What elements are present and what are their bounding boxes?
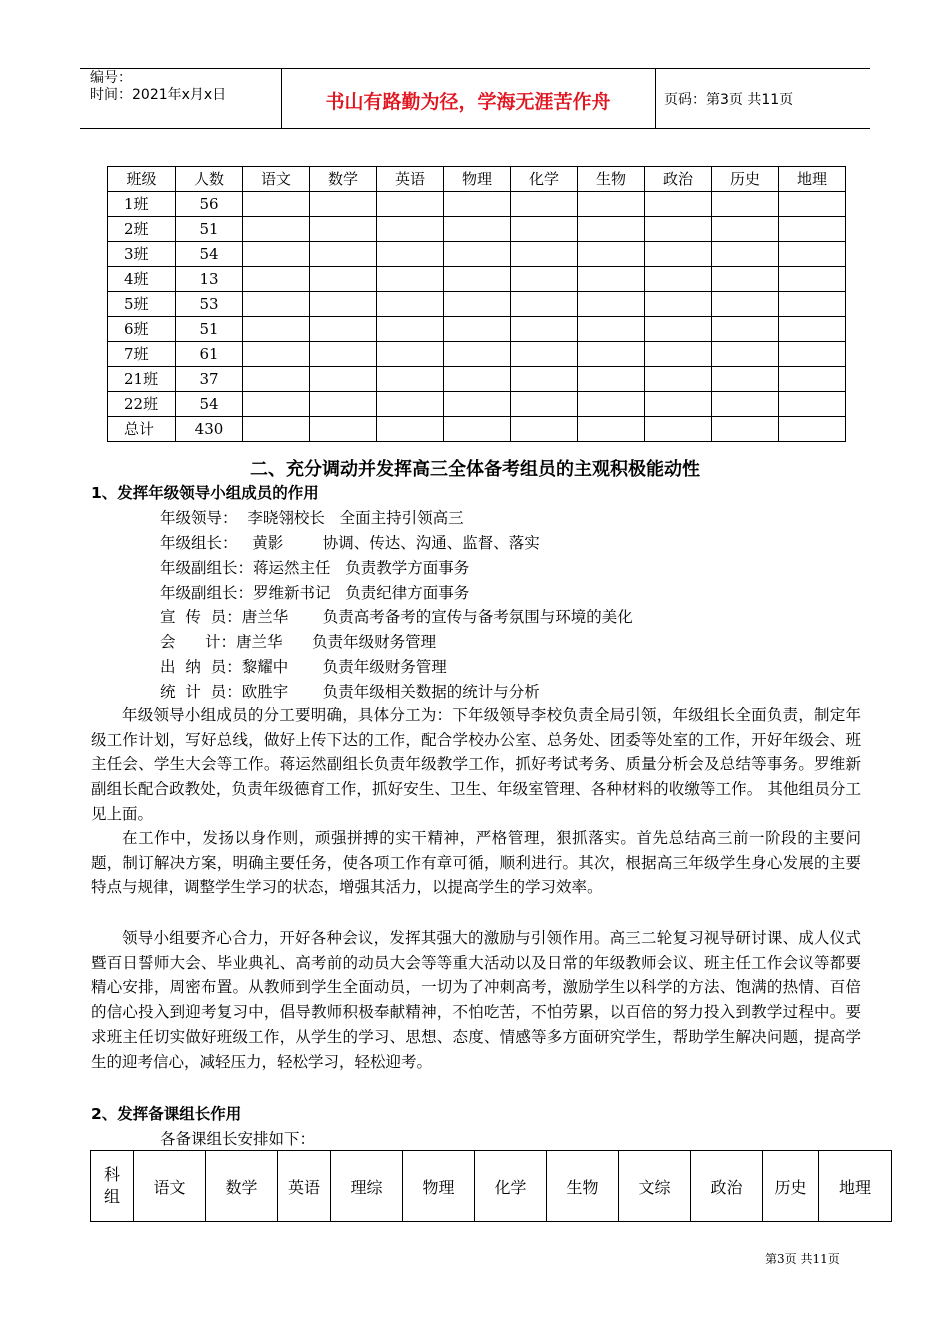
paragraph: 年级领导小组成员的分工要明确，具体分工为：下年级领导李校负责全局引领，年级组长全面负责，制定年级工作计划，写好总线，做好上传下达的工作，配合学校办公室、总务处、团委等处室的工作，开好年级会、班主任会、学生大会等工作。蒋运然副组长负责年级教学工作，抓好考试考务、质量分析会及总结等事务。罗维新副组长配合政教处，负责年级德育工作，抓好安生、卫生、年级室管理、各种材料的收缴等工作。 其他组员分工见上面。	[91, 706, 861, 823]
header-cell: 英语	[377, 167, 444, 192]
group-table-row	[91, 1151, 892, 1222]
header-cell: 文综	[619, 1151, 691, 1222]
header-cell: 数学	[206, 1151, 278, 1222]
header-cell: 地理	[779, 167, 846, 192]
header-cell: 生物	[547, 1151, 619, 1222]
count-cell: 61	[176, 342, 243, 367]
role-line: 年级领导： 李晓翎校长 全面主持引领高三	[160, 509, 464, 527]
header-cell: 历史	[712, 167, 779, 192]
header-cell: 化学	[511, 167, 578, 192]
header-page-label: 页码：第3页 共11页	[664, 92, 794, 108]
class-cell: 6班	[108, 317, 176, 342]
header-meta	[90, 70, 226, 104]
header-cell: 政治	[645, 167, 712, 192]
header-divider	[281, 68, 282, 128]
class-cell: 4班	[108, 267, 176, 292]
header-cell: 科组	[91, 1151, 134, 1222]
header-cell: 人数	[176, 167, 243, 192]
group-table	[90, 1150, 892, 1222]
subsection-intro: 各备课组长安排如下：	[160, 1130, 316, 1148]
header-cell: 英语	[278, 1151, 331, 1222]
class-cell: 7班	[108, 342, 176, 367]
role-line: 宣 传 员：唐兰华 负责高考备考的宣传与备考氛围与环境的美化	[160, 608, 633, 626]
section-title: 二、充分调动并发挥高三全体备考组员的主观积极能动性	[250, 459, 700, 480]
number-label: 编号：	[90, 70, 132, 86]
header-cell: 政治	[691, 1151, 763, 1222]
header-bottom-rule	[80, 128, 870, 129]
class-cell: 21班	[108, 367, 176, 392]
date-label: 时间：2021年x月x日	[90, 87, 227, 103]
paragraph: 领导小组要齐心合力，开好各种会议，发挥其强大的激励与引领作用。高三二轮复习视导研讨课、成人仪式暨百日誓师大会、毕业典礼、高考前的动员大会等等重大活动以及日常的年级教师会议、班主任工作会议等都要精心安排，周密布置。从教师到学生全面动员，一切为了冲刺高考，激励学生以科学的方法、饱满的热情、百倍的信心投入到迎考复习中，倡导教师积极奉献精神，不怕吃苦，不怕劳累，以百倍的努力投入到教学过程中。要求班主任切实做好班级工作，从学生的学习、思想、态度、情感等多方面研究学生，帮助学生解决问题，提高学生的迎考信心，减轻压力，轻松学习，轻松迎考。	[91, 929, 861, 1071]
header-cell: 生物	[578, 167, 645, 192]
count-cell: 430	[176, 417, 243, 442]
table-row	[108, 292, 846, 317]
table-row	[108, 317, 846, 342]
class-cell: 3班	[108, 242, 176, 267]
page-footer: 第3页 共11页	[765, 1252, 840, 1266]
count-cell: 51	[176, 317, 243, 342]
header-cell: 地理	[819, 1151, 892, 1222]
header-motto: 书山有路勤为径，学海无涯苦作舟	[325, 91, 611, 113]
header-divider	[655, 68, 656, 128]
header-cell: 语文	[243, 167, 310, 192]
class-cell: 5班	[108, 292, 176, 317]
header-cell: 化学	[475, 1151, 547, 1222]
header-cell: 班级	[108, 167, 176, 192]
table-row	[108, 242, 846, 267]
header-cell: 理综	[331, 1151, 403, 1222]
role-line: 出 纳 员：黎耀中 负责年级财务管理	[160, 658, 447, 676]
header-cell: 语文	[134, 1151, 206, 1222]
role-line: 统 计 员：欧胜宇 负责年级相关数据的统计与分析	[160, 683, 540, 701]
count-cell: 37	[176, 367, 243, 392]
header-cell: 物理	[403, 1151, 475, 1222]
count-cell: 54	[176, 242, 243, 267]
role-line: 会 计：唐兰华 负责年级财务管理	[160, 633, 437, 651]
class-table	[107, 166, 846, 442]
class-cell: 2班	[108, 217, 176, 242]
table-row	[108, 342, 846, 367]
table-row-total	[108, 417, 846, 442]
table-row	[108, 367, 846, 392]
role-line: 年级副组长：蒋运然主任 负责教学方面事务	[160, 559, 470, 577]
table-row	[108, 392, 846, 417]
class-cell: 1班	[108, 192, 176, 217]
class-cell: 22班	[108, 392, 176, 417]
role-line: 年级副组长：罗维新书记 负责纪律方面事务	[160, 584, 470, 602]
table-row	[108, 267, 846, 292]
count-cell: 54	[176, 392, 243, 417]
header-cell: 数学	[310, 167, 377, 192]
header-cell: 历史	[763, 1151, 819, 1222]
count-cell: 13	[176, 267, 243, 292]
count-cell: 56	[176, 192, 243, 217]
table-row	[108, 192, 846, 217]
table-row	[108, 217, 846, 242]
class-cell: 总计	[108, 417, 176, 442]
subsection-title-2: 2、发挥备课组长作用	[91, 1105, 242, 1123]
table-header-row	[108, 167, 846, 192]
header-top-rule	[80, 68, 870, 69]
header-cell: 物理	[444, 167, 511, 192]
paragraph: 在工作中，发扬以身作则，顽强拼搏的实干精神，严格管理，狠抓落实。首先总结高三前一阶段的主要问题，制订解决方案，明确主要任务，使各项工作有章可循，顺利进行。其次，根据高三年级学生身心发展的主要特点与规律，调整学生学习的状态，增强其活力，以提高学生的学习效率。	[91, 829, 861, 897]
count-cell: 51	[176, 217, 243, 242]
count-cell: 53	[176, 292, 243, 317]
role-line: 年级组长： 黄影 协调、传达、沟通、监督、落实	[160, 534, 540, 552]
subsection-title-1: 1、发挥年级领导小组成员的作用	[91, 484, 319, 502]
